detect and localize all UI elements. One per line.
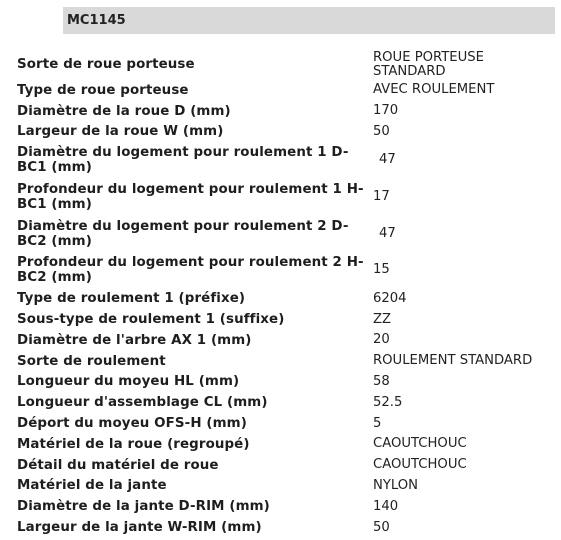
spec-row [17, 49, 557, 80]
spec-row [17, 496, 557, 517]
spec-row [17, 372, 557, 393]
spec-value: CAOUTCHOUC [373, 457, 467, 473]
spec-value: 50 [373, 123, 390, 139]
product-code-header [63, 7, 555, 34]
spec-row [17, 101, 557, 122]
specifications-table [17, 49, 557, 538]
spec-label: Longueur du moyeu HL (mm) [17, 374, 240, 390]
spec-value: ROUE PORTEUSE STANDARD [373, 49, 484, 79]
spec-value: ZZ [373, 311, 392, 327]
spec-label: Déport du moyeu OFS-H (mm) [17, 416, 247, 432]
spec-row [17, 351, 557, 372]
spec-label: Diamètre de la roue D (mm) [17, 103, 231, 119]
spec-value: 5 [373, 415, 382, 431]
product-code: MC1145 [67, 13, 126, 28]
spec-value: 17 [373, 188, 390, 204]
spec-row [17, 476, 557, 497]
spec-row [17, 455, 557, 476]
spec-label: Diamètre du logement pour roulement 2 D-BC2 (mm) [17, 219, 349, 250]
spec-value: 170 [373, 103, 399, 119]
spec-row [17, 122, 557, 143]
spec-value: AVEC ROULEMENT [373, 82, 495, 98]
spec-value: 47 [379, 226, 396, 242]
spec-value: ROULEMENT STANDARD [373, 353, 533, 369]
spec-value: 20 [373, 332, 390, 348]
spec-row [17, 330, 557, 351]
spec-value: 52.5 [373, 394, 403, 410]
spec-row [17, 413, 557, 434]
spec-row [17, 309, 557, 330]
spec-row [17, 288, 557, 309]
spec-value: 58 [373, 373, 390, 389]
spec-label: Sorte de roulement [17, 353, 166, 369]
spec-value: NYLON [373, 477, 419, 493]
spec-label: Matériel de la jante [17, 478, 167, 494]
spec-label: Diamètre de la jante D-RIM (mm) [17, 499, 270, 515]
spec-value: 6204 [373, 290, 407, 306]
spec-value: 47 [379, 151, 396, 167]
spec-label: Largeur de la jante W-RIM (mm) [17, 520, 262, 536]
spec-label: Diamètre du logement pour roulement 1 D-BC1 (mm) [17, 144, 349, 175]
spec-value: 15 [373, 262, 390, 278]
spec-row [17, 80, 557, 101]
spec-value: 140 [373, 498, 399, 514]
spec-row [17, 142, 557, 177]
spec-value: CAOUTCHOUC [373, 436, 467, 452]
spec-row [17, 517, 557, 538]
spec-label: Profondeur du logement pour roulement 1 H-BC1 (mm) [17, 181, 364, 212]
spec-label: Détail du matériel de roue [17, 457, 219, 473]
spec-row [17, 177, 557, 216]
spec-label: Diamètre de l'arbre AX 1 (mm) [17, 332, 252, 348]
spec-label: Matériel de la roue (regroupé) [17, 436, 250, 452]
spec-label: Type de roue porteuse [17, 82, 189, 98]
spec-label: Profondeur du logement pour roulement 2 H-BC2 (mm) [17, 255, 364, 286]
spec-value: 50 [373, 519, 390, 535]
spec-label: Largeur de la roue W (mm) [17, 124, 224, 140]
spec-label: Longueur d'assemblage CL (mm) [17, 395, 268, 411]
spec-row [17, 434, 557, 455]
spec-label: Type de roulement 1 (préfixe) [17, 291, 246, 307]
spec-row [17, 216, 557, 252]
spec-label: Sous-type de roulement 1 (suffixe) [17, 312, 285, 328]
spec-row [17, 392, 557, 413]
spec-row [17, 252, 557, 288]
spec-label: Sorte de roue porteuse [17, 57, 195, 72]
